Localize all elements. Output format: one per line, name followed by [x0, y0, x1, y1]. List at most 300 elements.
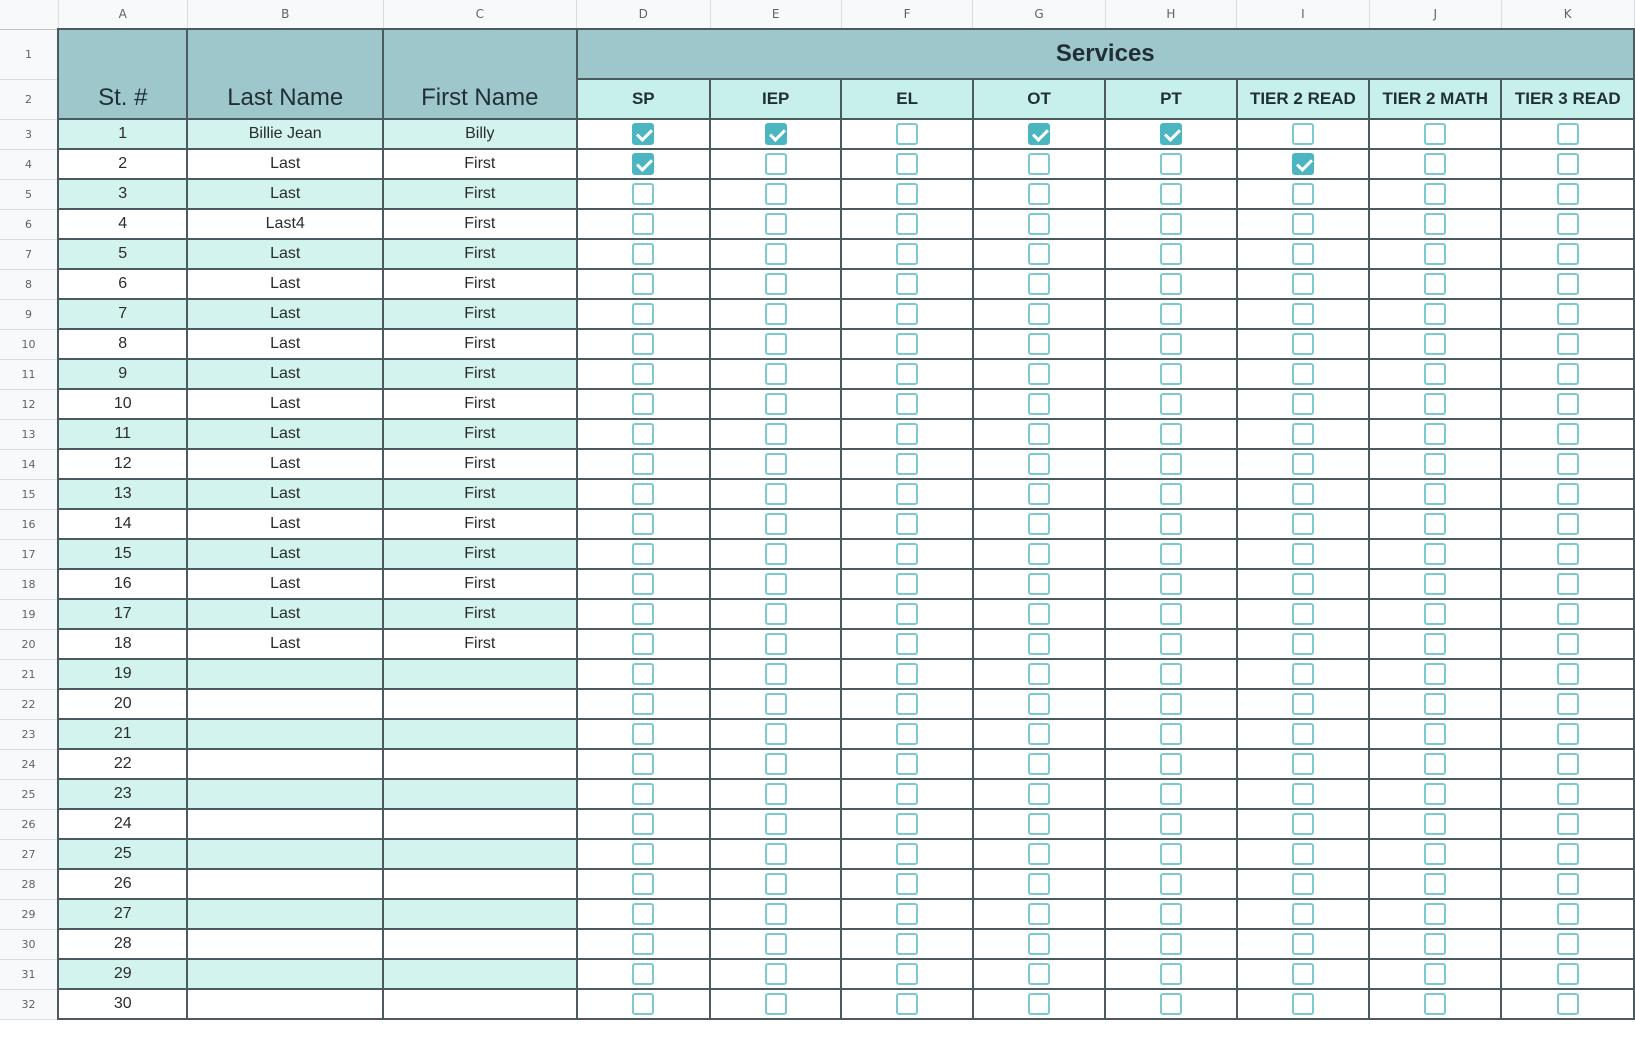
last-name-header[interactable]: Last Name [187, 29, 383, 119]
service-checkbox[interactable] [1557, 183, 1579, 205]
student-number-cell[interactable]: 25 [58, 839, 187, 869]
service-checkbox[interactable] [896, 453, 918, 475]
student-number-cell[interactable]: 3 [58, 179, 187, 209]
service-checkbox[interactable] [1160, 243, 1182, 265]
student-number-cell[interactable]: 20 [58, 689, 187, 719]
service-checkbox[interactable] [1557, 423, 1579, 445]
service-checkbox[interactable] [1424, 693, 1446, 715]
service-header-el[interactable]: EL [841, 79, 972, 119]
services-header[interactable]: Services [577, 29, 1634, 79]
row-header[interactable]: 16 [0, 509, 58, 539]
service-header-tier2-read[interactable]: TIER 2 READ [1237, 79, 1369, 119]
service-header-pt[interactable]: PT [1105, 79, 1236, 119]
service-checkbox[interactable] [1292, 633, 1314, 655]
service-checkbox[interactable] [1160, 363, 1182, 385]
first-name-cell[interactable]: First [383, 269, 577, 299]
last-name-cell[interactable] [187, 659, 383, 689]
first-name-cell[interactable] [383, 929, 577, 959]
select-all-corner[interactable] [0, 0, 58, 29]
service-checkbox[interactable] [1292, 183, 1314, 205]
student-number-cell[interactable]: 17 [58, 599, 187, 629]
student-number-cell[interactable]: 26 [58, 869, 187, 899]
service-checkbox[interactable] [765, 753, 787, 775]
service-checkbox[interactable] [1424, 333, 1446, 355]
row-header[interactable]: 5 [0, 179, 58, 209]
service-checkbox[interactable] [632, 993, 654, 1015]
column-header-e[interactable]: E [710, 0, 841, 29]
service-header-tier3-read[interactable]: TIER 3 READ [1501, 79, 1634, 119]
service-checkbox[interactable] [1292, 903, 1314, 925]
service-checkbox[interactable] [1424, 423, 1446, 445]
service-checkbox[interactable] [1424, 783, 1446, 805]
first-name-cell[interactable]: First [383, 149, 577, 179]
service-checkbox[interactable] [896, 723, 918, 745]
column-header-h[interactable]: H [1105, 0, 1236, 29]
service-checkbox[interactable] [632, 633, 654, 655]
last-name-cell[interactable] [187, 869, 383, 899]
service-checkbox[interactable] [1292, 723, 1314, 745]
service-checkbox[interactable] [1557, 603, 1579, 625]
student-number-cell[interactable]: 5 [58, 239, 187, 269]
row-header[interactable]: 4 [0, 149, 58, 179]
service-checkbox[interactable] [1424, 903, 1446, 925]
last-name-cell[interactable]: Last [187, 329, 383, 359]
row-header[interactable]: 7 [0, 239, 58, 269]
service-checkbox[interactable] [896, 903, 918, 925]
service-checkbox[interactable] [1160, 993, 1182, 1015]
service-header-iep[interactable]: IEP [710, 79, 841, 119]
row-header[interactable]: 18 [0, 569, 58, 599]
row-header[interactable]: 6 [0, 209, 58, 239]
last-name-cell[interactable] [187, 989, 383, 1019]
service-checkbox[interactable] [1160, 153, 1182, 175]
first-name-cell[interactable]: First [383, 629, 577, 659]
service-checkbox[interactable] [1028, 693, 1050, 715]
service-checkbox[interactable] [1160, 453, 1182, 475]
service-checkbox[interactable] [1028, 183, 1050, 205]
service-checkbox[interactable] [632, 303, 654, 325]
last-name-cell[interactable] [187, 809, 383, 839]
column-header-b[interactable]: B [187, 0, 383, 29]
service-checkbox[interactable] [765, 693, 787, 715]
service-checkbox[interactable] [1424, 963, 1446, 985]
service-checkbox[interactable] [632, 783, 654, 805]
service-checkbox[interactable] [1557, 213, 1579, 235]
service-checkbox[interactable] [1028, 303, 1050, 325]
row-header[interactable]: 24 [0, 749, 58, 779]
service-checkbox[interactable] [1028, 753, 1050, 775]
service-checkbox[interactable] [1292, 963, 1314, 985]
first-name-header[interactable]: First Name [383, 29, 577, 119]
first-name-cell[interactable]: First [383, 389, 577, 419]
last-name-cell[interactable] [187, 689, 383, 719]
service-checkbox[interactable] [1557, 333, 1579, 355]
service-checkbox[interactable] [1292, 543, 1314, 565]
service-checkbox[interactable] [1160, 843, 1182, 865]
first-name-cell[interactable]: First [383, 239, 577, 269]
service-checkbox[interactable] [1160, 423, 1182, 445]
service-checkbox[interactable] [632, 393, 654, 415]
row-header-1[interactable]: 1 [0, 29, 58, 79]
student-number-cell[interactable]: 24 [58, 809, 187, 839]
service-checkbox[interactable] [1424, 633, 1446, 655]
last-name-cell[interactable]: Last [187, 509, 383, 539]
column-header-d[interactable]: D [577, 0, 710, 29]
service-checkbox[interactable] [896, 303, 918, 325]
column-header-i[interactable]: I [1237, 0, 1369, 29]
service-checkbox[interactable] [765, 543, 787, 565]
service-checkbox[interactable] [765, 303, 787, 325]
service-checkbox[interactable] [896, 813, 918, 835]
service-checkbox[interactable] [1028, 633, 1050, 655]
student-number-cell[interactable]: 7 [58, 299, 187, 329]
service-checkbox[interactable] [1292, 993, 1314, 1015]
service-checkbox[interactable] [632, 753, 654, 775]
service-checkbox[interactable] [765, 603, 787, 625]
row-header[interactable]: 27 [0, 839, 58, 869]
service-checkbox[interactable] [632, 603, 654, 625]
service-checkbox[interactable] [1424, 183, 1446, 205]
service-checkbox[interactable] [1028, 333, 1050, 355]
student-number-header[interactable]: St. # [58, 29, 187, 119]
service-checkbox[interactable] [765, 933, 787, 955]
service-checkbox[interactable] [1028, 783, 1050, 805]
service-checkbox[interactable] [765, 363, 787, 385]
service-checkbox[interactable] [765, 813, 787, 835]
last-name-cell[interactable]: Last [187, 239, 383, 269]
service-checkbox[interactable] [1028, 243, 1050, 265]
first-name-cell[interactable] [383, 779, 577, 809]
first-name-cell[interactable] [383, 989, 577, 1019]
service-checkbox[interactable] [1424, 363, 1446, 385]
first-name-cell[interactable] [383, 689, 577, 719]
service-checkbox[interactable] [1292, 393, 1314, 415]
row-header[interactable]: 11 [0, 359, 58, 389]
student-number-cell[interactable]: 28 [58, 929, 187, 959]
first-name-cell[interactable] [383, 719, 577, 749]
service-checkbox[interactable] [632, 543, 654, 565]
row-header[interactable]: 10 [0, 329, 58, 359]
service-header-ot[interactable]: OT [973, 79, 1105, 119]
service-checkbox[interactable] [632, 933, 654, 955]
service-checkbox[interactable] [1424, 873, 1446, 895]
service-checkbox[interactable] [1557, 483, 1579, 505]
service-checkbox[interactable] [1424, 243, 1446, 265]
service-checkbox[interactable] [1424, 663, 1446, 685]
service-checkbox[interactable] [1160, 603, 1182, 625]
service-checkbox[interactable] [1557, 753, 1579, 775]
service-checkbox[interactable] [1160, 693, 1182, 715]
service-checkbox[interactable] [632, 903, 654, 925]
service-checkbox[interactable] [896, 753, 918, 775]
service-checkbox[interactable] [1424, 453, 1446, 475]
student-number-cell[interactable]: 23 [58, 779, 187, 809]
service-checkbox[interactable] [1160, 123, 1182, 145]
service-checkbox[interactable] [896, 273, 918, 295]
service-checkbox[interactable] [896, 483, 918, 505]
service-checkbox[interactable] [765, 993, 787, 1015]
service-header-sp[interactable]: SP [577, 79, 710, 119]
service-checkbox[interactable] [1557, 393, 1579, 415]
student-number-cell[interactable]: 1 [58, 119, 187, 149]
service-checkbox[interactable] [1160, 873, 1182, 895]
service-checkbox[interactable] [1424, 813, 1446, 835]
service-checkbox[interactable] [765, 723, 787, 745]
row-header[interactable]: 31 [0, 959, 58, 989]
first-name-cell[interactable]: First [383, 539, 577, 569]
service-checkbox[interactable] [896, 873, 918, 895]
service-checkbox[interactable] [632, 183, 654, 205]
row-header[interactable]: 25 [0, 779, 58, 809]
service-checkbox[interactable] [765, 843, 787, 865]
service-checkbox[interactable] [1557, 663, 1579, 685]
service-checkbox[interactable] [632, 123, 654, 145]
student-number-cell[interactable]: 30 [58, 989, 187, 1019]
service-checkbox[interactable] [896, 543, 918, 565]
first-name-cell[interactable] [383, 749, 577, 779]
service-checkbox[interactable] [896, 693, 918, 715]
row-header[interactable]: 13 [0, 419, 58, 449]
first-name-cell[interactable]: First [383, 179, 577, 209]
row-header[interactable]: 23 [0, 719, 58, 749]
row-header[interactable]: 17 [0, 539, 58, 569]
first-name-cell[interactable] [383, 899, 577, 929]
service-checkbox[interactable] [896, 843, 918, 865]
service-checkbox[interactable] [1028, 873, 1050, 895]
last-name-cell[interactable]: Last [187, 419, 383, 449]
service-checkbox[interactable] [765, 393, 787, 415]
first-name-cell[interactable]: Billy [383, 119, 577, 149]
service-checkbox[interactable] [1028, 933, 1050, 955]
service-checkbox[interactable] [1557, 243, 1579, 265]
row-header[interactable]: 15 [0, 479, 58, 509]
row-header[interactable]: 28 [0, 869, 58, 899]
row-header[interactable]: 32 [0, 989, 58, 1019]
service-checkbox[interactable] [1028, 723, 1050, 745]
service-checkbox[interactable] [896, 213, 918, 235]
service-checkbox[interactable] [1557, 303, 1579, 325]
service-checkbox[interactable] [1028, 273, 1050, 295]
service-checkbox[interactable] [1160, 573, 1182, 595]
service-checkbox[interactable] [896, 153, 918, 175]
last-name-cell[interactable]: Last [187, 359, 383, 389]
student-number-cell[interactable]: 27 [58, 899, 187, 929]
last-name-cell[interactable] [187, 929, 383, 959]
service-checkbox[interactable] [896, 663, 918, 685]
service-checkbox[interactable] [1292, 153, 1314, 175]
first-name-cell[interactable] [383, 959, 577, 989]
last-name-cell[interactable]: Last [187, 449, 383, 479]
service-checkbox[interactable] [632, 333, 654, 355]
service-checkbox[interactable] [1557, 363, 1579, 385]
student-number-cell[interactable]: 21 [58, 719, 187, 749]
service-checkbox[interactable] [1292, 483, 1314, 505]
service-checkbox[interactable] [765, 243, 787, 265]
row-header[interactable]: 29 [0, 899, 58, 929]
student-number-cell[interactable]: 10 [58, 389, 187, 419]
service-checkbox[interactable] [765, 153, 787, 175]
service-checkbox[interactable] [632, 723, 654, 745]
last-name-cell[interactable] [187, 779, 383, 809]
row-header[interactable]: 20 [0, 629, 58, 659]
row-header[interactable]: 14 [0, 449, 58, 479]
student-number-cell[interactable]: 18 [58, 629, 187, 659]
student-number-cell[interactable]: 22 [58, 749, 187, 779]
service-checkbox[interactable] [1292, 783, 1314, 805]
student-number-cell[interactable]: 6 [58, 269, 187, 299]
service-checkbox[interactable] [1028, 423, 1050, 445]
service-checkbox[interactable] [1557, 513, 1579, 535]
service-checkbox[interactable] [1160, 393, 1182, 415]
service-checkbox[interactable] [1160, 333, 1182, 355]
service-checkbox[interactable] [1424, 993, 1446, 1015]
service-checkbox[interactable] [632, 813, 654, 835]
first-name-cell[interactable]: First [383, 359, 577, 389]
service-checkbox[interactable] [1160, 273, 1182, 295]
service-checkbox[interactable] [1160, 663, 1182, 685]
column-header-f[interactable]: F [841, 0, 972, 29]
student-number-cell[interactable]: 15 [58, 539, 187, 569]
service-checkbox[interactable] [1557, 633, 1579, 655]
service-checkbox[interactable] [896, 633, 918, 655]
service-checkbox[interactable] [1028, 453, 1050, 475]
service-checkbox[interactable] [1292, 603, 1314, 625]
service-checkbox[interactable] [1424, 723, 1446, 745]
first-name-cell[interactable]: First [383, 419, 577, 449]
service-checkbox[interactable] [1160, 483, 1182, 505]
student-number-cell[interactable]: 16 [58, 569, 187, 599]
service-checkbox[interactable] [1557, 273, 1579, 295]
student-number-cell[interactable]: 14 [58, 509, 187, 539]
service-checkbox[interactable] [632, 153, 654, 175]
service-checkbox[interactable] [896, 933, 918, 955]
last-name-cell[interactable]: Billie Jean [187, 119, 383, 149]
row-header[interactable]: 30 [0, 929, 58, 959]
service-checkbox[interactable] [896, 243, 918, 265]
first-name-cell[interactable]: First [383, 599, 577, 629]
first-name-cell[interactable]: First [383, 209, 577, 239]
service-checkbox[interactable] [1292, 243, 1314, 265]
service-checkbox[interactable] [1557, 153, 1579, 175]
service-checkbox[interactable] [1028, 543, 1050, 565]
service-checkbox[interactable] [765, 123, 787, 145]
service-checkbox[interactable] [896, 963, 918, 985]
service-checkbox[interactable] [1292, 123, 1314, 145]
last-name-cell[interactable]: Last [187, 479, 383, 509]
service-checkbox[interactable] [1424, 933, 1446, 955]
service-checkbox[interactable] [1557, 783, 1579, 805]
service-checkbox[interactable] [1160, 183, 1182, 205]
service-checkbox[interactable] [1160, 933, 1182, 955]
service-checkbox[interactable] [896, 993, 918, 1015]
row-header-2[interactable]: 2 [0, 79, 58, 119]
service-checkbox[interactable] [1424, 153, 1446, 175]
student-number-cell[interactable]: 8 [58, 329, 187, 359]
service-checkbox[interactable] [1160, 783, 1182, 805]
service-checkbox[interactable] [1424, 843, 1446, 865]
student-number-cell[interactable]: 12 [58, 449, 187, 479]
first-name-cell[interactable] [383, 869, 577, 899]
service-checkbox[interactable] [1557, 993, 1579, 1015]
first-name-cell[interactable]: First [383, 569, 577, 599]
service-checkbox[interactable] [765, 633, 787, 655]
column-header-c[interactable]: C [383, 0, 577, 29]
last-name-cell[interactable] [187, 719, 383, 749]
service-checkbox[interactable] [1160, 303, 1182, 325]
service-checkbox[interactable] [1292, 333, 1314, 355]
service-checkbox[interactable] [1292, 573, 1314, 595]
last-name-cell[interactable]: Last [187, 629, 383, 659]
service-checkbox[interactable] [1292, 423, 1314, 445]
service-checkbox[interactable] [765, 873, 787, 895]
service-checkbox[interactable] [765, 963, 787, 985]
service-checkbox[interactable] [1292, 453, 1314, 475]
service-checkbox[interactable] [1424, 303, 1446, 325]
service-checkbox[interactable] [896, 783, 918, 805]
service-checkbox[interactable] [1424, 513, 1446, 535]
service-checkbox[interactable] [1292, 813, 1314, 835]
last-name-cell[interactable]: Last [187, 269, 383, 299]
student-number-cell[interactable]: 2 [58, 149, 187, 179]
student-number-cell[interactable]: 4 [58, 209, 187, 239]
row-header[interactable]: 26 [0, 809, 58, 839]
first-name-cell[interactable]: First [383, 479, 577, 509]
service-checkbox[interactable] [1424, 603, 1446, 625]
row-header[interactable]: 3 [0, 119, 58, 149]
service-checkbox[interactable] [1028, 663, 1050, 685]
first-name-cell[interactable]: First [383, 449, 577, 479]
service-checkbox[interactable] [1292, 303, 1314, 325]
service-checkbox[interactable] [765, 573, 787, 595]
service-checkbox[interactable] [1028, 123, 1050, 145]
service-checkbox[interactable] [1292, 213, 1314, 235]
service-checkbox[interactable] [896, 513, 918, 535]
service-checkbox[interactable] [1292, 513, 1314, 535]
service-checkbox[interactable] [1424, 753, 1446, 775]
last-name-cell[interactable]: Last [187, 389, 383, 419]
row-header[interactable]: 9 [0, 299, 58, 329]
service-checkbox[interactable] [1028, 153, 1050, 175]
service-checkbox[interactable] [632, 513, 654, 535]
service-checkbox[interactable] [1557, 813, 1579, 835]
service-checkbox[interactable] [896, 423, 918, 445]
service-checkbox[interactable] [1292, 753, 1314, 775]
row-header[interactable]: 21 [0, 659, 58, 689]
last-name-cell[interactable]: Last [187, 299, 383, 329]
service-checkbox[interactable] [765, 903, 787, 925]
service-checkbox[interactable] [1160, 723, 1182, 745]
service-checkbox[interactable] [632, 573, 654, 595]
service-checkbox[interactable] [1557, 723, 1579, 745]
service-checkbox[interactable] [765, 273, 787, 295]
service-checkbox[interactable] [1424, 393, 1446, 415]
service-checkbox[interactable] [632, 693, 654, 715]
first-name-cell[interactable]: First [383, 299, 577, 329]
service-checkbox[interactable] [1557, 903, 1579, 925]
student-number-cell[interactable]: 11 [58, 419, 187, 449]
service-checkbox[interactable] [1557, 873, 1579, 895]
service-checkbox[interactable] [1028, 363, 1050, 385]
service-checkbox[interactable] [1028, 843, 1050, 865]
service-checkbox[interactable] [1028, 513, 1050, 535]
service-checkbox[interactable] [1292, 873, 1314, 895]
service-checkbox[interactable] [632, 423, 654, 445]
service-checkbox[interactable] [632, 213, 654, 235]
service-checkbox[interactable] [632, 273, 654, 295]
last-name-cell[interactable] [187, 959, 383, 989]
service-checkbox[interactable] [1557, 963, 1579, 985]
last-name-cell[interactable]: Last [187, 149, 383, 179]
